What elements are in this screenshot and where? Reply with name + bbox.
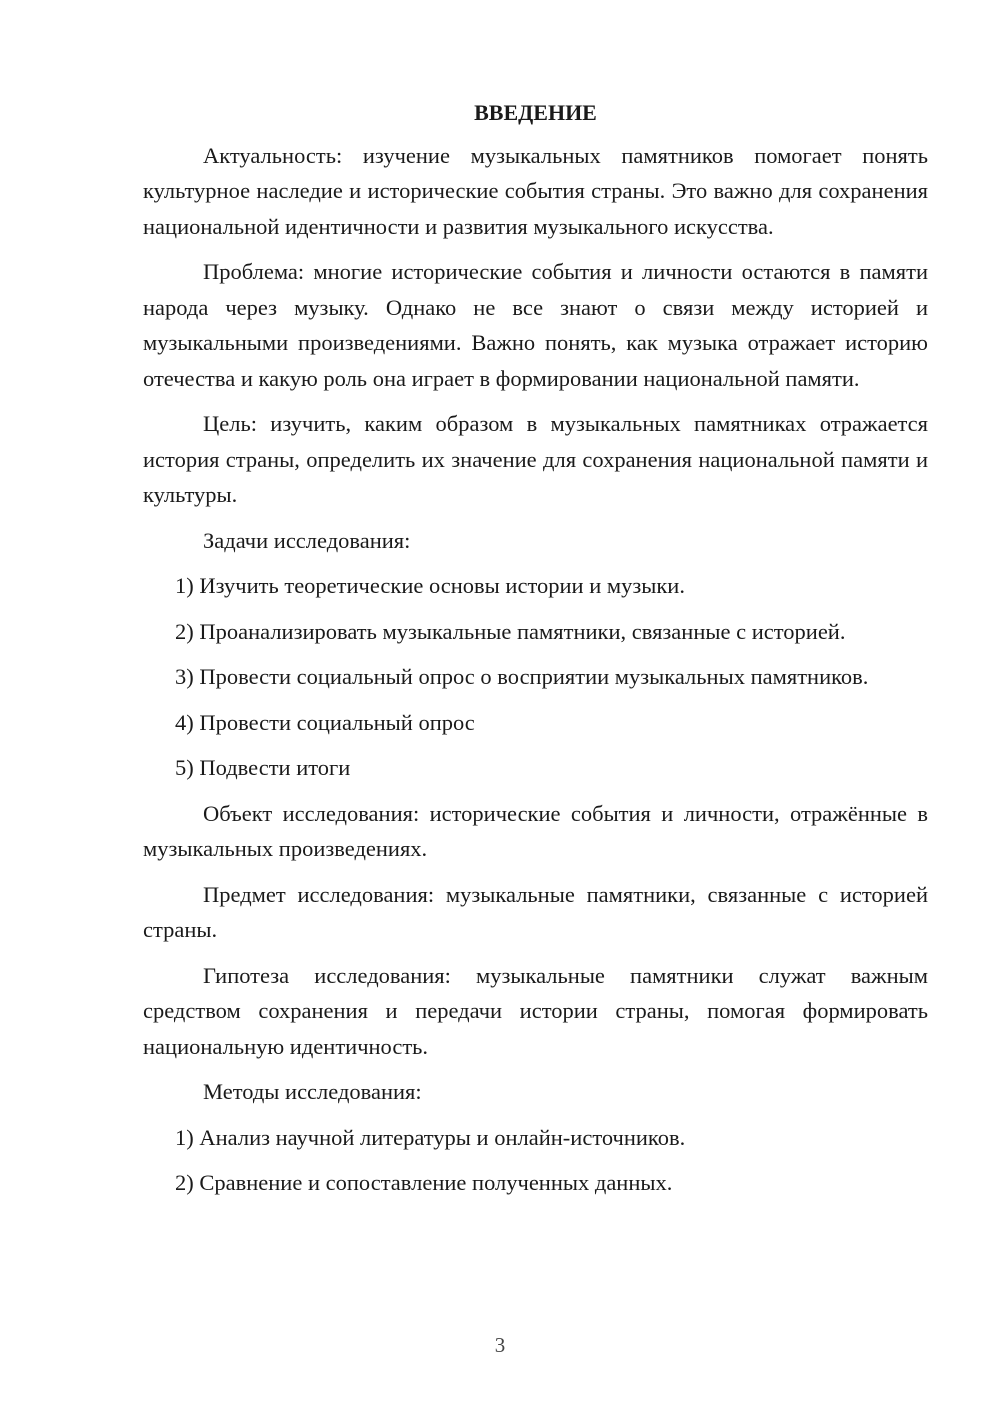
method-item: 2) Сравнение и сопоставление полученных данных. bbox=[175, 1170, 673, 1195]
task-item: 3) Провести социальный опрос о восприятии музыкальных памятников. bbox=[175, 664, 869, 689]
page-content bbox=[143, 95, 928, 1211]
task-item: 5) Подвести итоги bbox=[175, 755, 351, 780]
paragraph-object: Объект исследования: исторические события и личности, отражённые в музыкальных произведениях. bbox=[143, 800, 928, 861]
page-number: 3 bbox=[494, 1333, 506, 1357]
paragraph-goal: Цель: изучить, каким образом в музыкальных памятниках отражается история страны, определить их значение для сохранения национальной памяти и культуры. bbox=[143, 411, 928, 507]
page-title: ВВЕДЕНИЕ bbox=[474, 100, 597, 125]
task-item: 2) Проанализировать музыкальные памятники, связанные с историей. bbox=[175, 618, 846, 644]
paragraph-subject: Предмет исследования: музыкальные памятники, связанные с историей страны. bbox=[143, 881, 928, 942]
task-item: 1) Изучить теоретические основы истории и музыки. bbox=[175, 573, 685, 598]
task-item: 4) Провести социальный опрос bbox=[175, 709, 475, 735]
method-item: 1) Анализ научной литературы и онлайн-источников. bbox=[175, 1124, 686, 1150]
tasks-heading: Задачи исследования: bbox=[203, 527, 411, 553]
paragraph-relevance: Актуальность: изучение музыкальных памятников помогает понять культурное наследие и исторические события страны. Это важно для сохранения национальной идентичности и развития музыкального искусства. bbox=[143, 142, 928, 239]
methods-heading: Методы исследования: bbox=[203, 1079, 422, 1104]
paragraph-hypothesis: Гипотеза исследования: музыкальные памятники служат важным средством сохранения и передачи истории страны, помогая формировать национальную идентичность. bbox=[143, 962, 928, 1059]
paragraph-problem: Проблема: многие исторические события и личности остаются в памяти народа через музыку. Однако не все знают о связи между историей и музыкальными произведениями. Важно понять, как музыка отражает историю отечества и какую роль она играет в формировании национальной памяти. bbox=[143, 259, 928, 391]
